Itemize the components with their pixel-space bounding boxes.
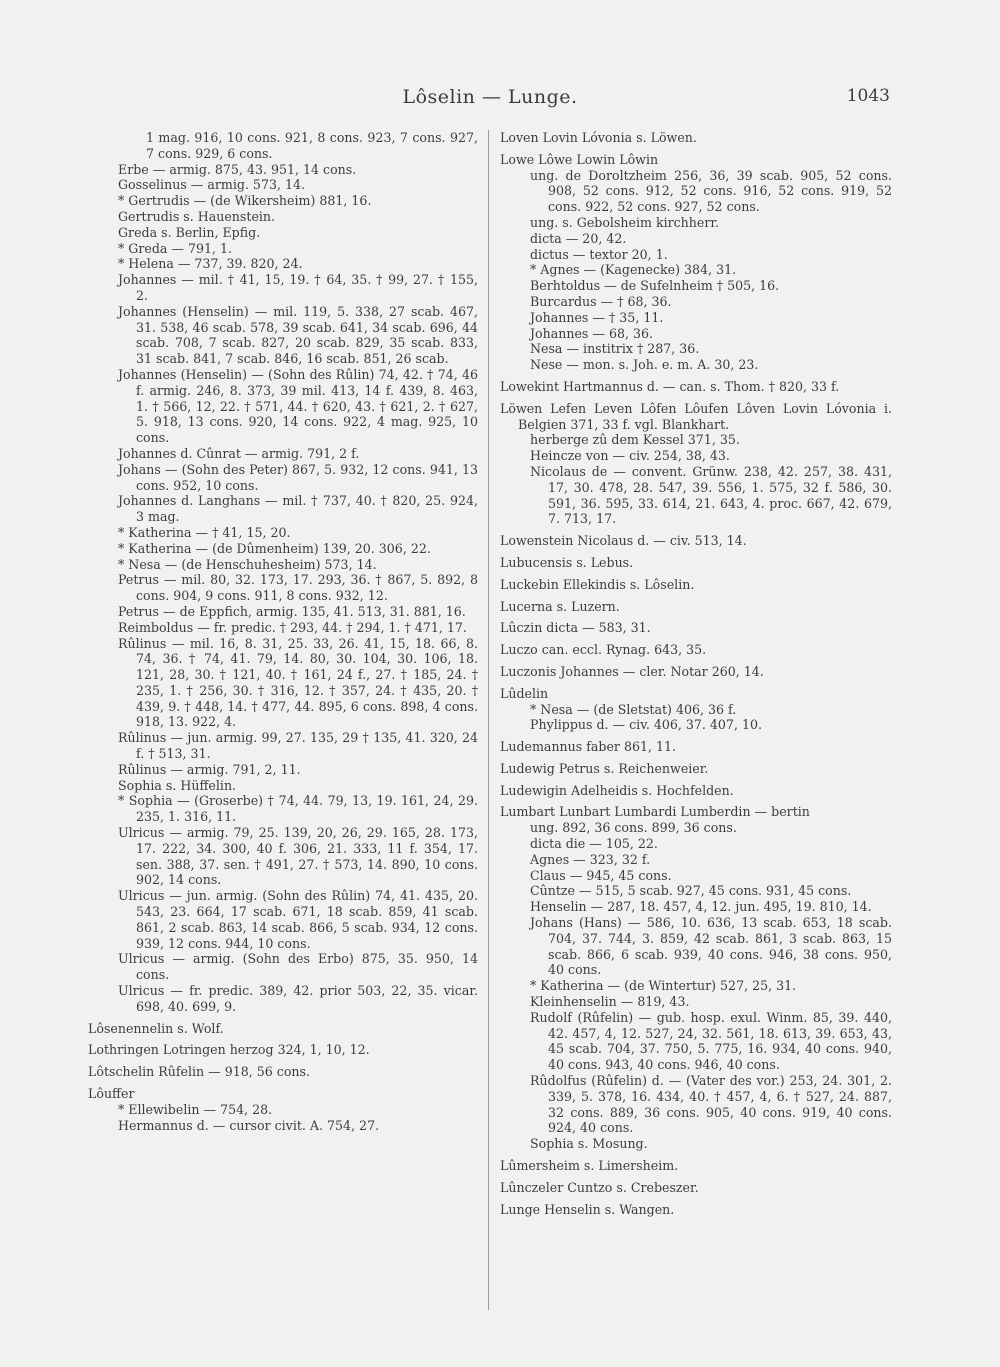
entry-heading: Ludewig Petrus s. Reichenweier. [500, 760, 709, 776]
index-entry [88, 1086, 478, 1133]
entry-subline: * Gertrudis — (de Wikersheim) 881, 16. [118, 193, 372, 209]
entry-heading: Luczonis Johannes — cler. Notar 260, 14. [500, 663, 764, 679]
entry-subline: Erbe — armig. 875, 43. 951, 14 cons. [118, 161, 357, 177]
running-title: Lôselin — Lunge. [402, 86, 578, 108]
entry-subline: Rûdolfus (Rûfelin) d. — (Vater des vor.) 253, 24. 301, 2. 339, 5. 378, 16. 434, 40. † 457, 4, 6. † 527, 24. 887, 32 cons. 889, 36 cons. 905, 40 cons. 919, 40 cons. 924, 40 cons. [530, 1073, 892, 1136]
index-entry [500, 620, 892, 636]
entry-subline: Johannes — 68, 36. [530, 325, 654, 341]
entry-subline: Henselin — 287, 18. 457, 4, 12. jun. 495, 19. 810, 14. [530, 899, 872, 915]
entry-subline: Ulricus — jun. armig. (Sohn des Rûlin) 74, 41. 435, 20. 543, 23. 664, 17 scab. 671, 18 scab. 859, 41 scab. 861, 2 scab. 863, 14 scab. 866, 5 scab. 934, 12 cons. 939, 12 cons. 944, 10 cons. [118, 888, 478, 951]
index-entry [500, 1202, 892, 1218]
index-entry [500, 533, 892, 549]
entry-heading: Lôtschelin Rûfelin — 918, 56 cons. [88, 1064, 311, 1080]
entry-subline: dicta — 20, 42. [530, 230, 627, 246]
entry-heading: Lowe Lôwe Lowin Lôwin [500, 151, 659, 167]
entry-heading: Lumbart Lunbart Lumbardi Lumberdin — bertin [500, 804, 810, 820]
entry-subline: Johannes (Henselin) — mil. 119, 5. 338, 27 scab. 467, 31. 538, 46 scab. 578, 39 scab. 641, 34 scab. 696, 44 scab. 708, 7 scab. 827, 20 scab. 829, 35 scab. 833, 31 scab. 841, 7 scab. 846, 16 scab. 851, 26 scab. [118, 303, 478, 367]
entry-heading: Ludemannus faber 861, 11. [500, 739, 677, 755]
entry-heading: Luckebin Ellekindis s. Lôselin. [500, 576, 695, 592]
entry-subline: Claus — 945, 45 cons. [530, 867, 672, 883]
entry-subline: ung. s. Gebolsheim kirchherr. [530, 214, 720, 230]
entry-subline: Phylippus d. — civ. 406, 37. 407, 10. [530, 717, 762, 733]
entry-subline: Johannes d. Langhans — mil. † 737, 40. † 820, 25. 924, 3 mag. [118, 493, 478, 525]
entry-subline: Gosselinus — armig. 573, 14. [118, 177, 305, 193]
entry-subline: Petrus — de Eppfich, armig. 135, 41. 513, 31. 881, 16. [118, 603, 466, 619]
entry-subline: Greda s. Berlin, Epfig. [118, 224, 261, 240]
entry-subline: * Sophia — (Groserbe) † 74, 44. 79, 13, 19. 161, 24, 29. 235, 1. 316, 11. [118, 793, 478, 825]
index-entry [500, 686, 892, 733]
entry-heading: Lôuffer [88, 1086, 135, 1102]
entry-subline: Petrus — mil. 80, 32. 173, 17. 293, 36. † 867, 5. 892, 8 cons. 904, 9 cons. 911, 8 cons. 932, 12. [118, 572, 478, 604]
entry-heading: Lôsenennelin s. Wolf. [88, 1020, 224, 1036]
entry-subline: Burcardus — † 68, 36. [530, 293, 672, 309]
entry-heading: Lowekint Hartmannus d. — can. s. Thom. † 820, 33 f. [500, 378, 840, 394]
entry-subline: Berhtoldus — de Sufelnheim † 505, 16. [530, 278, 780, 294]
entry-subline: Rûlinus — armig. 791, 2, 11. [118, 761, 301, 777]
entry-subline: * Nesa — (de Sletstat) 406, 36 f. [530, 701, 737, 717]
entry-subline: Johannes d. Cûnrat — armig. 791, 2 f. [118, 445, 360, 461]
index-entry [500, 739, 892, 755]
entry-subline: Heincze von — civ. 254, 38, 43. [530, 448, 730, 464]
entry-subline: Reimboldus — fr. predic. † 293, 44. † 294, 1. † 471, 17. [118, 619, 467, 635]
entry-subline: Gertrudis s. Hauenstein. [118, 208, 276, 224]
index-entry [500, 1158, 892, 1174]
entry-subline: Johannes — † 35, 11. [530, 309, 664, 325]
index-entry [500, 152, 892, 373]
index-entry [500, 761, 892, 777]
entry-subline: Kleinhenselin — 819, 43. [530, 994, 690, 1010]
entry-heading: Lûdelin [500, 685, 549, 701]
index-entry [88, 130, 478, 1015]
entry-subline: Agnes — 323, 32 f. [530, 851, 651, 867]
entry-subline: 1 mag. 916, 10 cons. 921, 8 cons. 923, 7 cons. 927, 7 cons. 929, 6 cons. [146, 130, 478, 161]
index-entry [500, 555, 892, 571]
entry-subline: * Katherina — (de Dûmenheim) 139, 20. 306, 22. [118, 540, 431, 556]
entry-subline: Nicolaus de — convent. Grünw. 238, 42. 257, 38. 431, 17, 30. 478, 28. 547, 39. 556, 1. 575, 32 f. 586, 30. 591, 36. 595, 33. 614, 21. 643, 4. proc. 667, 42. 679, 7. 713, 17. [530, 463, 892, 527]
entry-subline: Rûlinus — jun. armig. 99, 27. 135, 29 † 135, 41. 320, 24 f. † 513, 31. [118, 730, 478, 762]
left-column [88, 130, 478, 1139]
index-entry [500, 401, 892, 527]
entry-subline: Johans — (Sohn des Peter) 867, 5. 932, 12 cons. 941, 13 cons. 952, 10 cons. [118, 461, 478, 493]
page-number: 1043 [846, 86, 890, 106]
entry-subline: Ulricus — fr. predic. 389, 42. prior 503, 22, 35. vicar. 698, 40. 699, 9. [118, 983, 478, 1014]
entry-subline: Cûntze — 515, 5 scab. 927, 45 cons. 931, 45 cons. [530, 883, 852, 899]
page-header [90, 86, 890, 110]
index-entry [500, 379, 892, 395]
entry-subline: Sophia s. Mosung. [530, 1136, 648, 1152]
entry-subline: * Ellewibelin — 754, 28. [118, 1101, 273, 1117]
entry-subline: ung. 892, 36 cons. 899, 36 cons. [530, 820, 737, 836]
index-entry [500, 783, 892, 799]
entry-subline: herberge zû dem Kessel 371, 35. [530, 432, 740, 448]
entry-subline: Nesa — institrix † 287, 36. [530, 341, 700, 357]
index-entry [88, 1021, 478, 1037]
entry-subline: * Katherina — (de Wintertur) 527, 25, 31. [530, 978, 797, 994]
entry-subline: Hermannus d. — cursor civit. A. 754, 27. [118, 1117, 380, 1133]
index-entry [500, 577, 892, 593]
entry-subline: Rûlinus — mil. 16, 8. 31, 25. 33, 26. 41, 15, 18. 66, 8. 74, 36. † 74, 41. 79, 14. 80, 30. 104, 30. 106, 18. 121, 28, 30. † 121, 40. † 161, 24 f., 27. † 185, 24. † 235, 1. † 256, 30. † 316, 12. † 357, 24. † 435, 20. † 439, 9. † 448, 14. † 477, 44. 895, 6 cons. 898, 4 cons. 918, 13. 922, 4. [118, 635, 478, 730]
entry-subline: * Greda — 791, 1. [118, 240, 233, 256]
entry-subline: dicta die — 105, 22. [530, 836, 658, 852]
entry-subline: * Agnes — (Kagenecke) 384, 31. [530, 262, 737, 278]
entry-heading: Lûmersheim s. Limersheim. [500, 1158, 679, 1174]
entry-subline: Sophia s. Hüffelin. [118, 777, 237, 793]
entry-heading: Lowenstein Nicolaus d. — civ. 513, 14. [500, 533, 747, 549]
entry-heading: Lûczin dicta — 583, 31. [500, 620, 651, 636]
index-entry [500, 130, 892, 146]
entry-subline: Johans (Hans) — 586, 10. 636, 13 scab. 653, 18 scab. 704, 37. 744, 3. 859, 42 scab. 861, 3 scab. 863, 15 scab. 866, 6 scab. 939, 40 cons. 946, 38 cons. 950, 40 cons. [530, 915, 892, 978]
entry-subline: Ulricus — armig. 79, 25. 139, 20, 26, 29. 165, 28. 173, 17. 222, 34. 300, 40 f. 306, 21. 333, 11 f. 354, 17. sen. 388, 37. sen. † 491, 27. † 573, 14. 890, 10 cons. 902, 14 cons. [118, 825, 478, 888]
entry-heading: Loven Lovin Lóvonia s. Löwen. [500, 130, 697, 145]
right-column [500, 130, 892, 1223]
entry-heading: Löwen Lefen Leven Lôfen Lôufen Lôven Lovin Lóvonia i. Belgien 371, 33 f. vgl. Blankhart. [500, 400, 892, 432]
index-entry [88, 1042, 478, 1058]
entry-subline: Johannes (Henselin) — (Sohn des Rûlin) 74, 42. † 74, 46 f. armig. 246, 8. 373, 39 mil. 413, 14 f. 439, 8. 463, 1. † 566, 12, 22. † 571, 44. † 620, 43. † 621, 2. † 627, 5. 918, 13 cons. 920, 14 cons. 922, 4 mag. 925, 10 cons. [118, 366, 478, 446]
entry-heading: Ludewigin Adelheidis s. Hochfelden. [500, 782, 734, 798]
entry-subline: Ulricus — armig. (Sohn des Erbo) 875, 35. 950, 14 cons. [118, 951, 478, 983]
index-entry [500, 1180, 892, 1196]
index-entry [500, 664, 892, 680]
entry-subline: ung. de Doroltzheim 256, 36, 39 scab. 905, 52 cons. 908, 52 cons. 912, 52 cons. 916, 52 cons. 919, 52 cons. 922, 52 cons. 927, 52 cons. [530, 167, 892, 215]
entry-subline: Johannes — mil. † 41, 15, 19. † 64, 35. † 99, 27. † 155, 2. [118, 272, 478, 303]
index-entry [88, 1064, 478, 1080]
entry-subline: dictus — textor 20, 1. [530, 246, 668, 262]
column-divider [488, 130, 489, 1310]
entry-heading: Lubucensis s. Lebus. [500, 554, 634, 570]
entry-heading: Luczo can. eccl. Rynag. 643, 35. [500, 642, 707, 658]
entry-subline: * Katherina — † 41, 15, 20. [118, 524, 291, 540]
entry-heading: Lucerna s. Luzern. [500, 598, 620, 614]
entry-heading: Lunge Henselin s. Wangen. [500, 1201, 675, 1217]
entry-subline: * Helena — 737, 39. 820, 24. [118, 256, 303, 272]
index-entry [500, 804, 892, 1152]
entry-subline: Rudolf (Rûfelin) — gub. hosp. exul. Winm. 85, 39. 440, 42. 457, 4, 12. 527, 24, 32. 561, 18. 613, 39. 653, 43, 45 scab. 704, 37. 750, 5. 775, 16. 934, 40 cons. 940, 40 cons. 943, 40 cons. 946, 40 cons. [530, 1009, 892, 1073]
entry-subline: * Nesa — (de Henschuhesheim) 573, 14. [118, 556, 377, 572]
entry-heading: Lothringen Lotringen herzog 324, 1, 10, 12. [88, 1042, 370, 1058]
entry-heading: Lûnczeler Cuntzo s. Crebeszer. [500, 1179, 699, 1195]
index-entry [500, 642, 892, 658]
entry-subline: Nese — mon. s. Joh. e. m. A. 30, 23. [530, 357, 759, 373]
index-entry [500, 599, 892, 615]
